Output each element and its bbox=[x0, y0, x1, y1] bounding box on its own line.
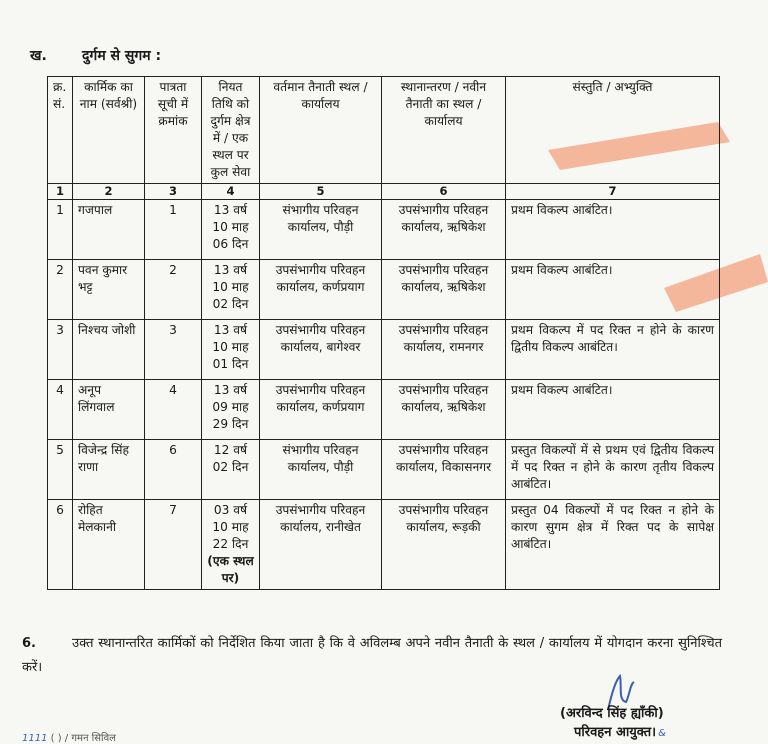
cell-name: रोहित मेलकानी bbox=[73, 500, 145, 590]
cell-sn: 3 bbox=[48, 320, 73, 380]
column-number: 5 bbox=[260, 184, 382, 200]
cell-new-posting: उपसंभागीय परिवहन कार्यालय, रामनगर bbox=[382, 320, 506, 380]
transfer-table bbox=[47, 76, 720, 590]
cell-new-posting: उपसंभागीय परिवहन कार्यालय, ऋषिकेश bbox=[382, 380, 506, 440]
cell-service: 13 वर्ष 09 माह 29 दिन bbox=[202, 380, 260, 440]
cell-remark: प्रस्तुत 04 विकल्पों में पद रिक्त न होने के कारण सुगम क्षेत्र में रिक्त पद के सापेक्ष आबंटित। bbox=[506, 500, 720, 590]
header-rank: पात्रता सूची में क्रमांक bbox=[145, 77, 202, 184]
table-row bbox=[48, 440, 720, 500]
cell-rank: 7 bbox=[145, 500, 202, 590]
table-row bbox=[48, 500, 720, 590]
signatory-name: (अरविन्द सिंह ह्याँकी) bbox=[560, 706, 664, 721]
cell-sn: 4 bbox=[48, 380, 73, 440]
designation-text: परिवहन आयुक्त। bbox=[574, 725, 657, 740]
column-number: 4 bbox=[202, 184, 260, 200]
header-service: नियत तिथि को दुर्गम क्षेत्र में / एक स्थल पर कुल सेवा bbox=[202, 77, 260, 184]
section-title: दुर्गम से सुगम : bbox=[82, 48, 162, 64]
section-number: ख. bbox=[30, 48, 47, 64]
cell-service: 12 वर्ष 02 दिन bbox=[202, 440, 260, 500]
column-number-row bbox=[48, 184, 720, 200]
cell-rank: 2 bbox=[145, 260, 202, 320]
section-heading bbox=[30, 46, 161, 65]
cell-service bbox=[202, 500, 260, 590]
cell-name: निश्चय जोशी bbox=[73, 320, 145, 380]
cell-name: विजेन्द्र सिंह राणा bbox=[73, 440, 145, 500]
cell-sn: 1 bbox=[48, 200, 73, 260]
ink-initial: & bbox=[658, 728, 666, 739]
cell-rank: 6 bbox=[145, 440, 202, 500]
cell-sn: 5 bbox=[48, 440, 73, 500]
cell-service: 13 वर्ष 10 माह 01 दिन bbox=[202, 320, 260, 380]
cell-new-posting: उपसंभागीय परिवहन कार्यालय, ऋषिकेश bbox=[382, 200, 506, 260]
cell-current-posting: उपसंभागीय परिवहन कार्यालय, बागेश्वर bbox=[260, 320, 382, 380]
paragraph-text: उक्त स्थानान्तरित कार्मिकों को निर्देशित किया जाता है कि वे अविलम्ब अपने नवीन तैनाती के स्थल / कार्यालय में योगदान करना सुनिश्चित करें। bbox=[22, 636, 722, 675]
footer-line bbox=[22, 730, 116, 744]
cell-current-posting: उपसंभागीय परिवहन कार्यालय, कर्णप्रयाग bbox=[260, 260, 382, 320]
cell-remark: प्रथम विकल्प में पद रिक्त न होने के कारण द्वितीय विकल्प आबंटित। bbox=[506, 320, 720, 380]
header-remarks: संस्तुति / अभ्युक्ति bbox=[506, 77, 720, 184]
cell-current-posting: उपसंभागीय परिवहन कार्यालय, कर्णप्रयाग bbox=[260, 380, 382, 440]
column-number: 2 bbox=[73, 184, 145, 200]
cell-current-posting: उपसंभागीय परिवहन कार्यालय, रानीखेत bbox=[260, 500, 382, 590]
cell-name: अनूप लिंगवाल bbox=[73, 380, 145, 440]
cell-name: पवन कुमार भट्ट bbox=[73, 260, 145, 320]
header-current-posting: वर्तमान तैनाती स्थल / कार्यालय bbox=[260, 77, 382, 184]
column-number: 1 bbox=[48, 184, 73, 200]
cell-remark: प्रथम विकल्प आबंटित। bbox=[506, 380, 720, 440]
signatory-designation bbox=[574, 722, 666, 740]
cell-rank: 4 bbox=[145, 380, 202, 440]
header-sn: क्र. सं. bbox=[48, 77, 73, 184]
cell-remark: प्रथम विकल्प आबंटित। bbox=[506, 260, 720, 320]
cell-new-posting: उपसंभागीय परिवहन कार्यालय, विकासनगर bbox=[382, 440, 506, 500]
header-new-posting: स्थानान्तरण / नवीन तैनाती का स्थल / कार्यालय bbox=[382, 77, 506, 184]
column-number: 6 bbox=[382, 184, 506, 200]
cell-sn: 2 bbox=[48, 260, 73, 320]
cell-remark: प्रस्तुत विकल्पों में से प्रथम एवं द्वितीय विकल्प में पद रिक्त न होने के कारण तृतीय विकल्प आबंटित। bbox=[506, 440, 720, 500]
cell-new-posting: उपसंभागीय परिवहन कार्यालय, रूड़की bbox=[382, 500, 506, 590]
cell-rank: 3 bbox=[145, 320, 202, 380]
column-number: 3 bbox=[145, 184, 202, 200]
service-duration: 03 वर्ष 10 माह 22 दिन bbox=[212, 503, 249, 551]
cell-current-posting: संभागीय परिवहन कार्यालय, पौड़ी bbox=[260, 200, 382, 260]
cell-name: गजपाल bbox=[73, 200, 145, 260]
cell-remark: प्रथम विकल्प आबंटित। bbox=[506, 200, 720, 260]
cell-service: 13 वर्ष 10 माह 02 दिन bbox=[202, 260, 260, 320]
table-row bbox=[48, 380, 720, 440]
cell-current-posting: संभागीय परिवहन कार्यालय, पौड़ी bbox=[260, 440, 382, 500]
table-row bbox=[48, 260, 720, 320]
footer-ink-mark: 1111 bbox=[22, 733, 48, 744]
header-name: कार्मिक का नाम (सर्वश्री) bbox=[73, 77, 145, 184]
service-note: (एक स्थल पर) bbox=[207, 554, 254, 585]
table-row bbox=[48, 320, 720, 380]
paragraph-number: 6. bbox=[22, 636, 36, 651]
footer-text: ( ) / गमन सिविल bbox=[50, 733, 116, 744]
column-number: 7 bbox=[506, 184, 720, 200]
table-row bbox=[48, 200, 720, 260]
cell-new-posting: उपसंभागीय परिवहन कार्यालय, ऋषिकेश bbox=[382, 260, 506, 320]
cell-rank: 1 bbox=[145, 200, 202, 260]
cell-service: 13 वर्ष 10 माह 06 दिन bbox=[202, 200, 260, 260]
cell-sn: 6 bbox=[48, 500, 73, 590]
